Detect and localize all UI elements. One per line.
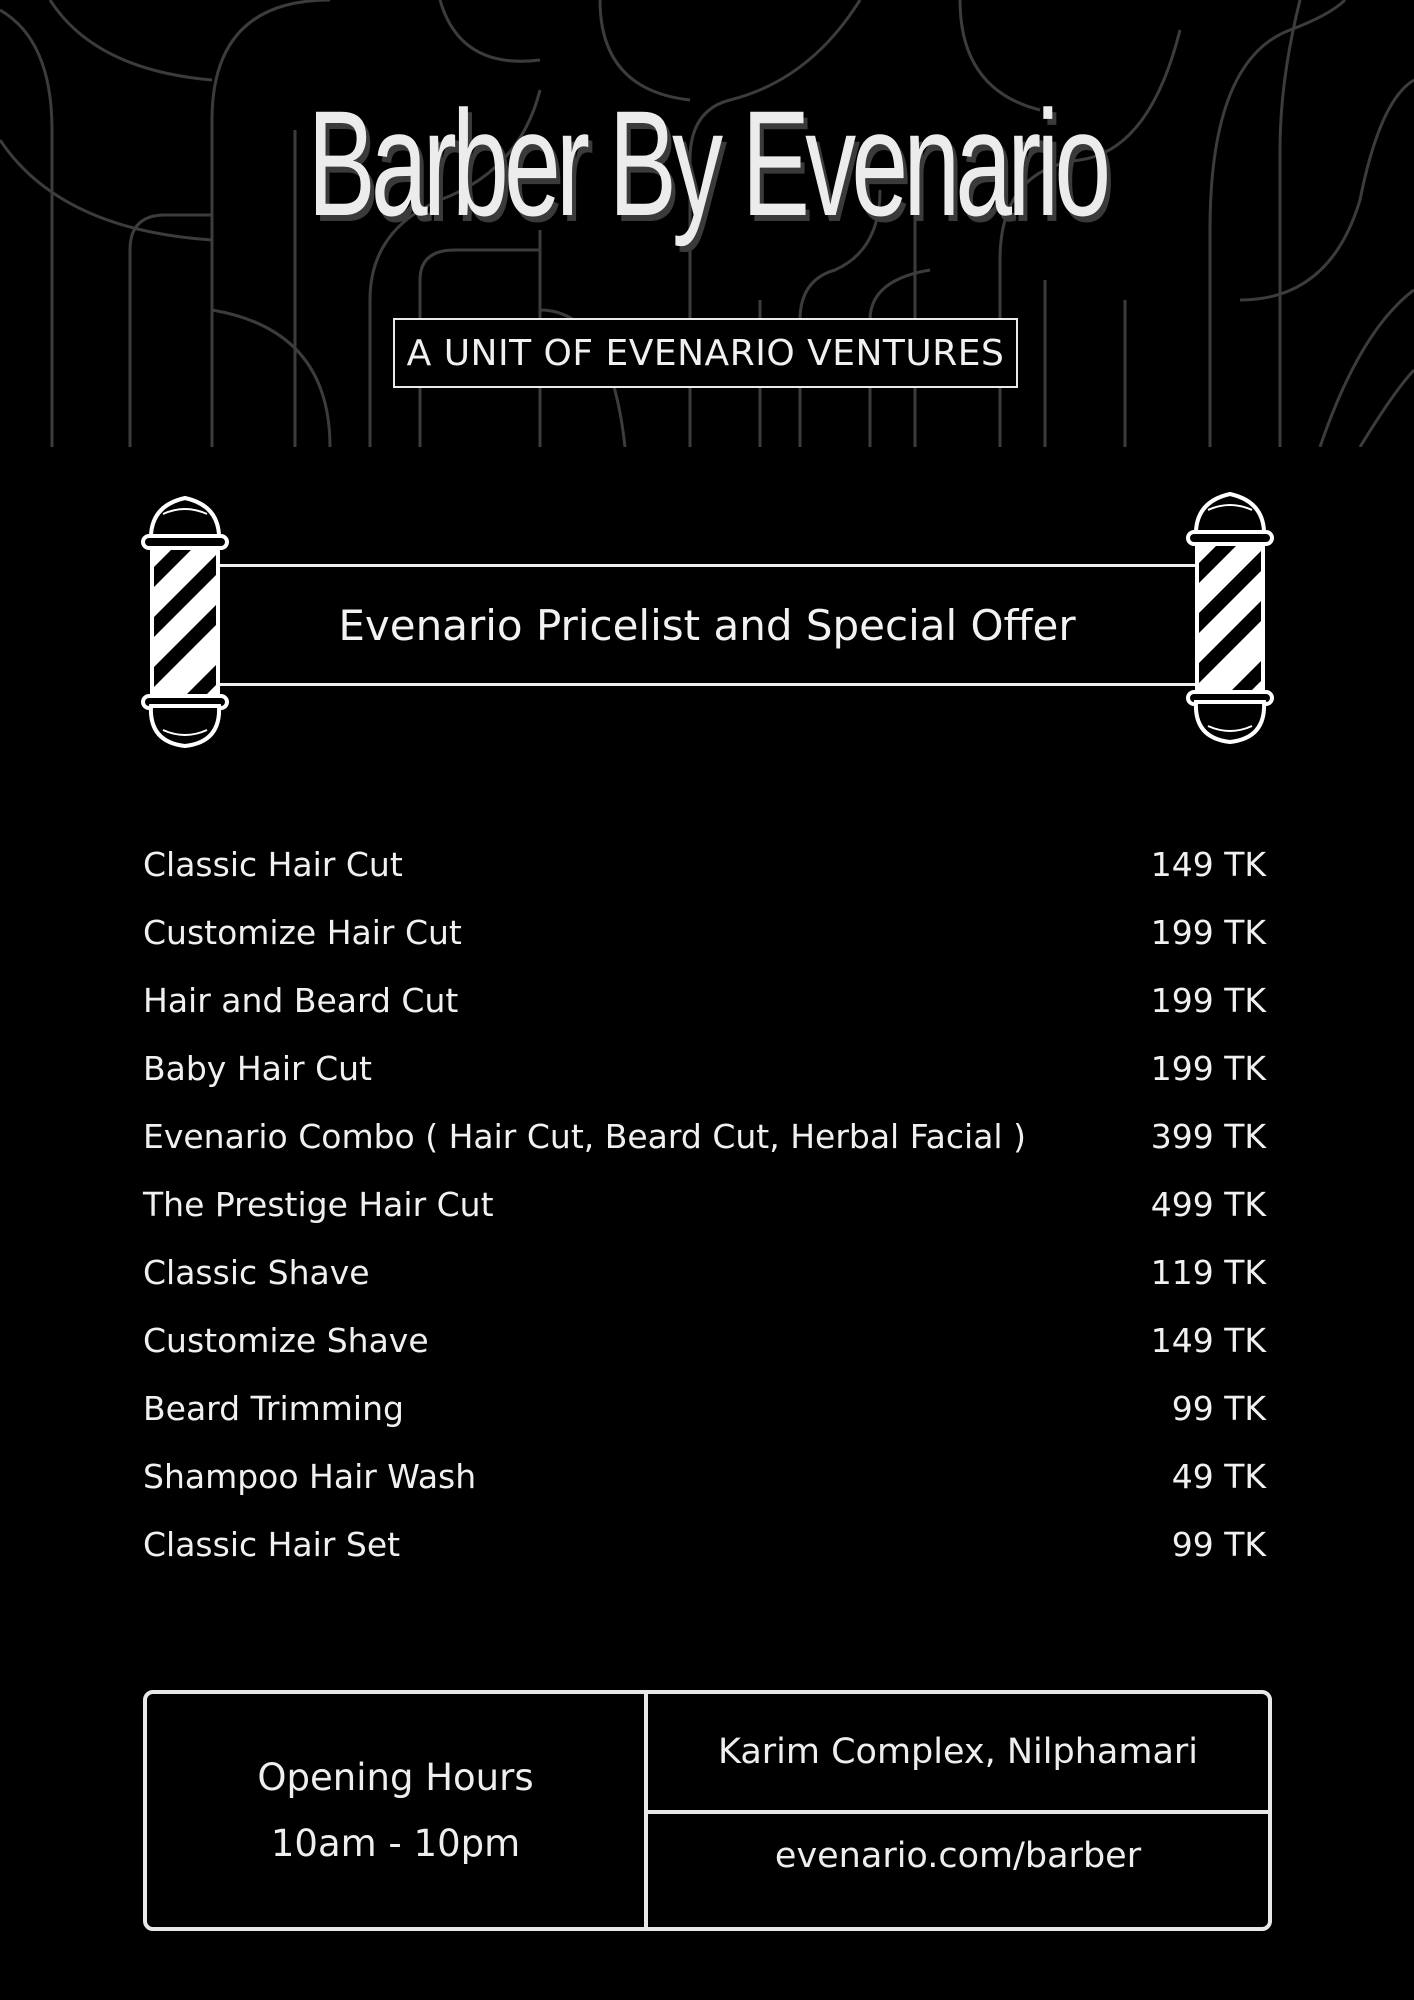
service-name: The Prestige Hair Cut	[143, 1185, 494, 1225]
page-title: Barber By Evenario	[307, 79, 1107, 247]
service-price: 99 TK	[1171, 1525, 1266, 1565]
hours-label: Opening Hours	[257, 1755, 534, 1799]
pricelist-banner	[208, 564, 1206, 686]
service-price: 199 TK	[1150, 1048, 1266, 1088]
service-price: 149 TK	[1150, 1321, 1266, 1361]
price-row	[143, 1170, 1271, 1238]
service-price: 49 TK	[1171, 1457, 1266, 1497]
price-row	[143, 1034, 1271, 1102]
service-name: Hair and Beard Cut	[143, 980, 459, 1020]
service-name: Evenario Combo ( Hair Cut, Beard Cut, Herbal Facial )	[143, 1116, 1026, 1156]
service-price: 199 TK	[1150, 980, 1266, 1020]
info-box	[143, 1690, 1272, 1931]
hours-value: 10am - 10pm	[270, 1821, 521, 1865]
address-text: Karim Complex, Nilphamari	[717, 1732, 1199, 1772]
subtitle-badge	[393, 318, 1018, 388]
price-row	[143, 830, 1271, 898]
service-name: Customize Shave	[143, 1321, 429, 1361]
service-price: 119 TK	[1150, 1253, 1266, 1293]
service-name: Customize Hair Cut	[143, 912, 462, 952]
price-list	[143, 830, 1271, 1579]
price-row	[143, 1511, 1271, 1579]
price-row	[143, 1307, 1271, 1375]
website	[648, 1814, 1268, 1931]
service-name: Classic Shave	[143, 1253, 370, 1293]
address	[648, 1694, 1268, 1810]
service-name: Beard Trimming	[143, 1389, 404, 1429]
service-price: 399 TK	[1150, 1116, 1266, 1156]
service-name: Classic Hair Set	[143, 1525, 401, 1565]
price-row	[143, 1102, 1271, 1170]
price-row	[143, 1375, 1271, 1443]
service-price: 149 TK	[1150, 844, 1266, 884]
subtitle-text: A UNIT OF EVENARIO VENTURES	[406, 332, 1005, 374]
price-row	[143, 1443, 1271, 1511]
price-row	[143, 1239, 1271, 1307]
website-link[interactable]: evenario.com/barber	[774, 1836, 1142, 1876]
price-row	[143, 898, 1271, 966]
service-name: Shampoo Hair Wash	[143, 1457, 477, 1497]
opening-hours	[147, 1694, 644, 1927]
barber-pole-icon	[137, 494, 233, 750]
service-name: Classic Hair Cut	[143, 844, 403, 884]
service-price: 199 TK	[1150, 912, 1266, 952]
service-name: Baby Hair Cut	[143, 1048, 372, 1088]
price-row	[143, 966, 1271, 1034]
barber-pole-icon	[1182, 490, 1278, 746]
service-price: 499 TK	[1150, 1185, 1266, 1225]
service-price: 99 TK	[1171, 1389, 1266, 1429]
banner-title: Evenario Pricelist and Special Offer	[338, 600, 1076, 650]
